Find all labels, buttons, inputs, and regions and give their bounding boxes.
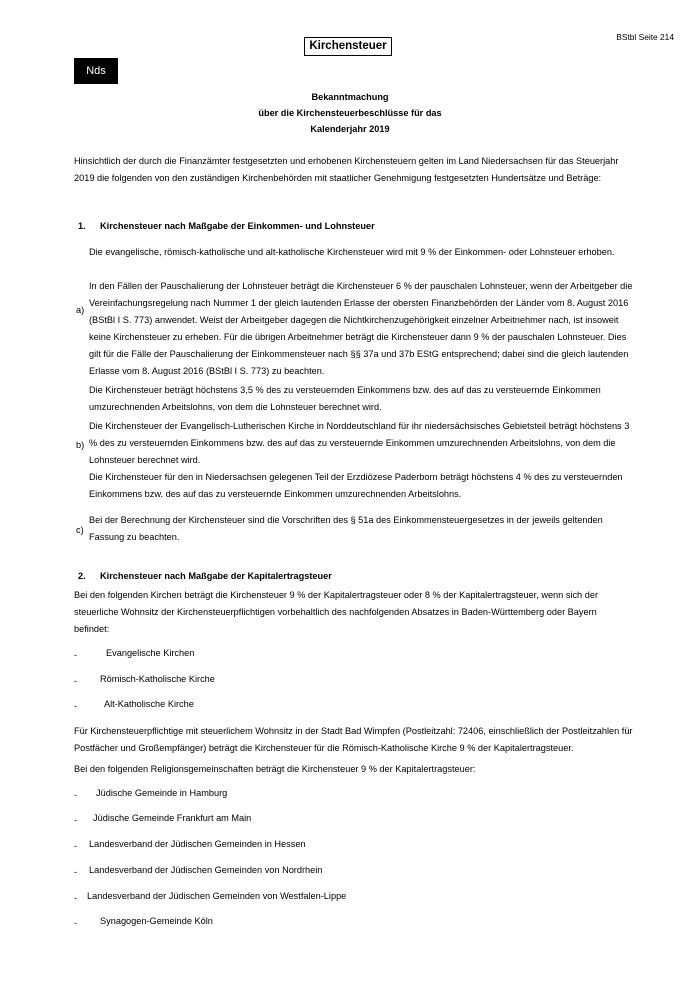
dash-bullet-icon: - (74, 676, 77, 686)
section-1-title (78, 218, 375, 235)
state-badge: Nds (74, 58, 118, 84)
dash-bullet-icon: - (74, 841, 77, 851)
community-name: Landesverband der Jüdischen Gemeinden von Westfalen-Lippe (87, 891, 347, 901)
dash-bullet-icon: - (74, 650, 77, 660)
section-2-paragraph-3: Bei den folgenden Religionsgemeinschaften beträgt die Kirchensteuer 9 % der Kapitalertragsteuer: (74, 764, 476, 774)
section-1-title-text: Kirchensteuer nach Maßgabe der Einkommen- und Lohnsteuer (100, 221, 375, 231)
heading-line-2: über die Kirchensteuerbeschlüsse für das (258, 108, 442, 118)
item-c-paragraph: Bei der Berechnung der Kirchensteuer sind die Vorschriften des § 51a des Einkommensteuergesetzes in der jeweils geltenden Fassung zu beachten. (89, 515, 603, 542)
community-name: Landesverband der Jüdischen Gemeinden von Nordrhein (89, 865, 323, 875)
section-2-paragraph-2: Für Kirchensteuerpflichtige mit steuerlichem Wohnsitz in der Stadt Bad Wimpfen (Postleitzahl: 72406, einschließlich der Postleitzahlen für Postfächer und Großempfänger) beträgt die Kirchensteuer für die Römisch-Katholische Kirche 9 % der Kapitalertragsteuer. (74, 726, 633, 753)
dash-bullet-icon: - (74, 893, 77, 903)
intro-paragraph: Hinsichtlich der durch die Finanzämter festgesetzten und erhobenen Kirchensteuern gelten im Land Niedersachsen für das Steuerjahr 2019 die folgenden von den zuständigen Kirchenbehörden mit staatlicher Genehmigung festgesetzten Hundertsätze und Beträge: (74, 156, 619, 183)
section-1-number: 1. (78, 221, 86, 231)
section-2-paragraph-1: Bei den folgenden Kirchen beträgt die Kirchensteuer 9 % der Kapitalertragsteuer oder 8 % der Kapitalertragsteuer, wenn sich der steuerliche Wohnsitz der Kirchensteuerpflichtigen vorbehaltlich des nachfolgenden Absatzes in Baden-Württemberg oder Bayern befindet: (74, 590, 599, 634)
item-c-label: c) (76, 525, 84, 535)
church-name: Römisch-Katholische Kirche (100, 674, 215, 684)
document-title-box: Kirchensteuer (304, 37, 392, 56)
dash-bullet-icon: - (74, 701, 77, 711)
item-b-paragraph-3: Die Kirchensteuer für den in Niedersachsen gelegenen Teil der Erzdiözese Paderborn beträgt höchstens 4 % des zu versteuernden Einkommens bzw. des auf das zu versteuernde Einkommen umzurechnenden Arbeitslohns. (89, 472, 623, 499)
heading-line-1: Bekanntmachung (311, 92, 389, 102)
page-reference: BStbl Seite 214 (616, 32, 674, 42)
item-a-paragraph-1: Die evangelische, römisch-katholische und alt-katholische Kirchensteuer wird mit 9 % der Einkommen- oder Lohnsteuer erhoben. (89, 247, 615, 257)
section-2-title (78, 568, 332, 585)
item-b-label: b) (76, 440, 85, 450)
item-a-paragraph-2: In den Fällen der Pauschalierung der Lohnsteuer beträgt die Kirchensteuer 6 % der pauschalen Lohnsteuer, wenn der Arbeitgeber die Vereinfachungsregelung nach Nummer 1 der gleich lautenden Erlasse der obersten Finanzbehörden der Länder vom 8. August 2016 (BStBl I S. 773) anwendet. Weist der Arbeitgeber dagegen die Nichtkirchenzugehörigkeit einzelner Arbeitnehmer nach, ist insoweit keine Kirchensteuer zu erheben. Für die übrigen Arbeitnehmer beträgt die Kirchensteuer dann 9 % der pauschalen Lohnsteuer. Dies gilt für die Fälle der Pauschalierung der Einkommensteuer nach §§ 37a und 37b EStG entsprechend; dabei sind die gleich lautenden Erlasse vom 8. August 2016 (BStBl I S. 773) zu beachten. (89, 281, 633, 376)
item-a-label: a) (76, 305, 85, 315)
heading-line-3: Kalenderjahr 2019 (310, 124, 390, 134)
community-name: Jüdische Gemeinde Frankfurt am Main (93, 813, 252, 823)
church-name: Evangelische Kirchen (106, 648, 195, 658)
dash-bullet-icon: - (74, 815, 77, 825)
section-2-title-text: Kirchensteuer nach Maßgabe der Kapitalertragsteuer (100, 571, 332, 581)
community-name: Jüdische Gemeinde in Hamburg (96, 788, 228, 798)
dash-bullet-icon: - (74, 790, 77, 800)
dash-bullet-icon: - (74, 918, 77, 928)
church-name: Alt-Katholische Kirche (104, 699, 194, 709)
community-name: Synagogen-Gemeinde Köln (100, 916, 213, 926)
dash-bullet-icon: - (74, 867, 77, 877)
announcement-heading (0, 89, 700, 137)
item-b-paragraph-2: Die Kirchensteuer der Evangelisch-Lutherischen Kirche in Norddeutschland für ihr niedersächsisches Gebietsteil beträgt höchstens 3 % des zu versteuernden Einkommens bzw. des auf das zu versteuernde Einkommen umzurechnenden Arbeitslohns, von dem die Lohnsteuer berechnet wird. (89, 421, 630, 465)
community-name: Landesverband der Jüdischen Gemeinden in Hessen (89, 839, 306, 849)
section-2-number: 2. (78, 571, 86, 581)
item-b-paragraph-1: Die Kirchensteuer beträgt höchstens 3,5 % des zu versteuernden Einkommens bzw. des auf das zu versteuernde Einkommen umzurechnenden Arbeitslohns, von dem die Lohnsteuer berechnet wird. (89, 385, 601, 412)
